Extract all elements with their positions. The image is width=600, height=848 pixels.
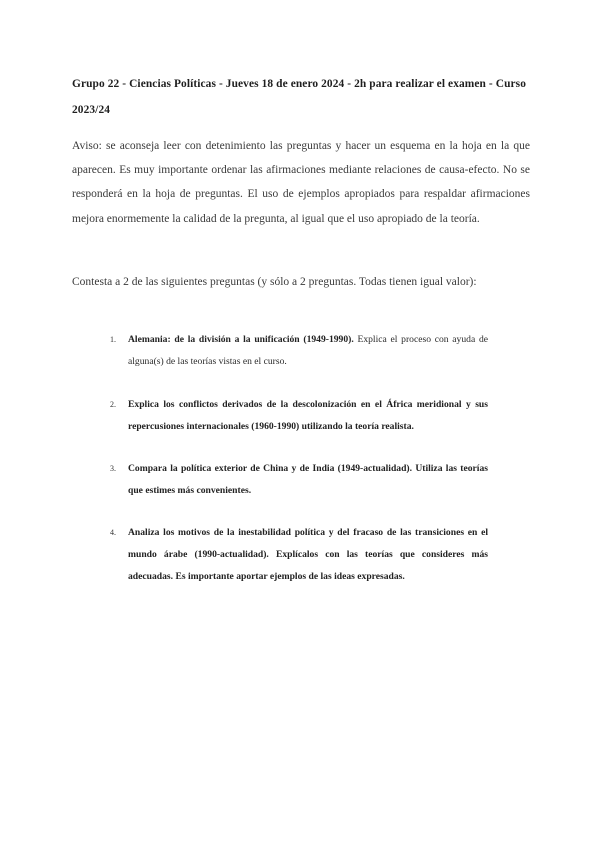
question-item-2 — [110, 394, 488, 438]
question-number: 4. — [110, 528, 116, 537]
question-list — [110, 329, 488, 609]
question-text-bold: Explica los conflictos derivados de la descolonización en el África meridional y sus repercusiones internacionales (1960-1990) utilizando la teoría realista. — [128, 399, 488, 432]
exam-header: Grupo 22 - Ciencias Políticas - Jueves 18 de enero 2024 - 2h para realizar el examen - Curso 2023/24 — [72, 78, 527, 116]
question-text-bold: Analiza los motivos de la inestabilidad política y del fracaso de las transiciones en el mundo árabe (1990-actualidad). Explícalos con las teorías que consideres más adecuadas. Es importante aportar ejemplos de las ideas expresadas. — [128, 527, 488, 582]
question-number: 2. — [110, 400, 116, 409]
question-item-1 — [110, 329, 488, 373]
question-item-4 — [110, 522, 488, 588]
exam-notice: Aviso: se aconseja leer con detenimiento las preguntas y hacer un esquema en la hoja en la que aparecen. Es muy importante ordenar las afirmaciones mediante relaciones de causa-efecto. No se responderá en la hoja de preguntas. El uso de ejemplos apropiados para respaldar afirmaciones mejora enormemente la calidad de la pregunta, al igual que el uso apropiado de la teoría. — [72, 140, 530, 225]
question-item-3 — [110, 458, 488, 502]
question-text-bold: Alemania: de la división a la unificación (1949-1990). — [128, 334, 354, 345]
question-text-bold: Compara la política exterior de China y de India (1949-actualidad). Utiliza las teorías que estimes más convenientes. — [128, 463, 488, 496]
question-text: Explica el proceso con ayuda de alguna(s) de las teorías vistas en el curso. — [128, 334, 488, 367]
exam-instruction: Contesta a 2 de las siguientes preguntas (y sólo a 2 preguntas. Todas tienen igual valor): — [72, 276, 477, 288]
question-number: 3. — [110, 464, 116, 473]
question-number: 1. — [110, 335, 116, 344]
